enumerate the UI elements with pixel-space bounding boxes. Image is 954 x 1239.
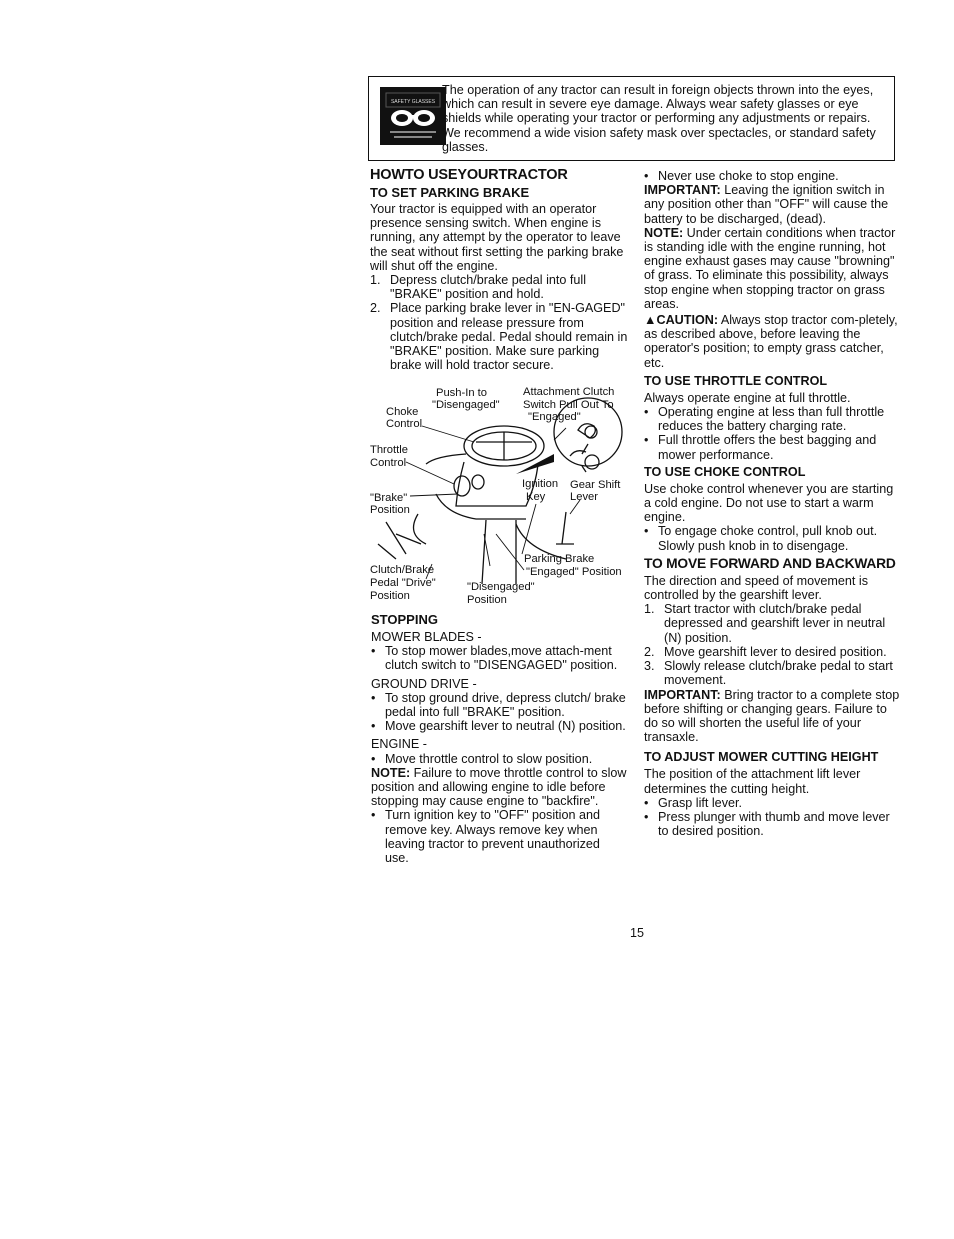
label-disengaged-2: "Disengaged" xyxy=(467,581,535,593)
list-item: • Operating engine at less than full throttle reduces the battery charging rate. xyxy=(644,405,900,433)
label-throttle: Throttle xyxy=(370,444,408,456)
section-title: HOWTO USEYOURTRACTOR xyxy=(370,167,568,183)
list-item: • Never use choke to stop engine. xyxy=(644,169,900,183)
cutting-heading: TO ADJUST MOWER CUTTING HEIGHT xyxy=(644,750,879,765)
engine-note: NOTE: Failure to move throttle control to slow position and allowing engine to idle before stopping may cause engine to "backfire". xyxy=(371,765,627,809)
label-gear-lever: Lever xyxy=(570,491,598,503)
note-browning: NOTE: Under certain conditions when tractor is standing idle with the engine running, hot engine exhaust gases may cause "browning" of grass. To eliminate this possibility, always stop engine when stopping tractor on grass areas. xyxy=(644,225,896,311)
choke-heading: TO USE CHOKE CONTROL xyxy=(644,464,806,479)
list-item: • To stop ground drive, depress clutch/ brake pedal into full "BRAKE" position. xyxy=(371,691,627,719)
safety-warning-text: The operation of any tractor can result in foreign objects thrown into the eyes, which can result in severe eye damage. Always wear safety glasses or eye shields while operating your tractor or performing any adjustments or repairs. We recommend a wide vision safety mask over spectacles, or standard safety glasses. xyxy=(442,83,876,154)
caution-text: ▲CAUTION: Always stop tractor com-pletely, as described above, before leaving the operator's position; to empty grass catcher, etc. xyxy=(644,313,898,370)
move-steps xyxy=(644,602,900,687)
label-brake: "Brake" xyxy=(370,492,408,504)
choke-control-list xyxy=(644,524,900,552)
move-heading: TO MOVE FORWARD AND BACKWARD xyxy=(644,555,896,571)
engine-list xyxy=(371,752,627,766)
throttle-intro: Always operate engine at full throttle. xyxy=(644,390,851,405)
list-item: • Turn ignition key to "OFF" position and remove key. Always remove key when leaving tractor to prevent unauthorized use. xyxy=(371,808,627,865)
label-ignition: Ignition xyxy=(522,478,559,490)
list-item: • Full throttle offers the best bagging and mower performance. xyxy=(644,433,900,461)
controls-diagram xyxy=(366,384,636,608)
important-ignition: IMPORTANT: Leaving the ignition switch in any position other than "OFF" will cause the battery to be discharged, (dead). xyxy=(644,183,889,226)
list-item: 2. Place parking brake lever in "EN-GAGED" position and release pressure from clutch/brake pedal. Pedal should remain in "BRAKE" position. Make sure parking brake will hold tractor secure. xyxy=(370,301,628,373)
list-item: • Grasp lift lever. xyxy=(644,796,900,810)
throttle-list xyxy=(644,405,900,462)
list-item: • To engage choke control, pull knob out. Slowly push knob in to disengage. xyxy=(644,524,900,552)
label-pedal-position: Position xyxy=(370,590,410,602)
engine-list-2 xyxy=(371,808,627,865)
ground-drive-list xyxy=(371,691,627,734)
parking-brake-heading: TO SET PARKING BRAKE xyxy=(370,185,530,200)
label-disengaged-position: Position xyxy=(467,594,507,606)
list-item: 1. Depress clutch/brake pedal into full "BRAKE" position and hold. xyxy=(370,273,587,302)
choke-list xyxy=(644,169,900,183)
icon-label: SAFETY GLASSES xyxy=(390,99,436,105)
cutting-intro: The position of the attachment lift lever determines the cutting height. xyxy=(644,767,861,796)
list-item: • To stop mower blades,move attach-ment clutch switch to "DISENGAGED" position. xyxy=(371,644,627,672)
label-disengaged: "Disengaged" xyxy=(432,399,500,411)
list-item: 2. Move gearshift lever to desired position. xyxy=(644,644,887,659)
page-number: 15 xyxy=(630,926,645,940)
list-item: 1. Start tractor with clutch/brake pedal depressed and gearshift lever in neutral (N) position. xyxy=(644,602,886,645)
list-item: • Press plunger with thumb and move lever to desired position. xyxy=(644,810,900,838)
label-key: Key xyxy=(526,491,546,503)
move-intro: The direction and speed of movement is controlled by the gearshift lever. xyxy=(644,573,869,603)
throttle-heading: TO USE THROTTLE CONTROL xyxy=(644,373,828,388)
stopping-section xyxy=(371,612,627,865)
label-push-in: Push-In to xyxy=(436,387,487,399)
label-clutch-brake: Clutch/Brake xyxy=(370,564,435,576)
mower-blades-label: MOWER BLADES - xyxy=(371,630,482,644)
list-item: 3. Slowly release clutch/brake pedal to start movement. xyxy=(644,659,893,688)
parking-brake-steps xyxy=(370,273,630,372)
label-parking-brake: Parking Brake xyxy=(524,553,595,565)
label-choke-control: Control xyxy=(386,418,423,430)
safety-glasses-icon xyxy=(380,85,446,147)
label-throttle-control: Control xyxy=(370,457,407,469)
label-engaged: "Engaged" xyxy=(528,411,581,423)
label-gear-shift: Gear Shift xyxy=(570,479,621,491)
label-engaged-position: "Engaged" Position xyxy=(526,566,622,578)
label-pedal-drive: Pedal "Drive" xyxy=(370,577,436,589)
left-column xyxy=(370,167,630,372)
list-item: • Move gearshift lever to neutral (N) position. xyxy=(371,719,627,733)
cutting-list xyxy=(644,796,900,839)
engine-label: ENGINE - xyxy=(371,737,427,752)
list-item: • Move throttle control to slow position. xyxy=(371,752,627,766)
choke-intro: Use choke control whenever you are starting a cold engine. Do not use to start a warm engine. xyxy=(644,481,894,525)
ground-drive-label: GROUND DRIVE - xyxy=(371,676,477,691)
mower-blades-list xyxy=(371,644,627,672)
label-choke: Choke xyxy=(386,406,419,418)
important-transaxle: IMPORTANT: Bring tractor to a complete stop before shifting or changing gears. Failure to do so will shorten the useful life of your transaxle. xyxy=(644,687,900,745)
label-brake-position: Position xyxy=(370,504,410,516)
parking-brake-intro: Your tractor is equipped with an operator presence sensing switch. When engine is running, any attempt by the operator to leave the seat without first setting the parking brake will shut off the engine. xyxy=(370,202,624,273)
caution-icon: ▲ xyxy=(644,313,657,328)
label-switch-pull: Switch Pull Out To xyxy=(523,399,614,411)
stopping-heading: STOPPING xyxy=(371,612,438,627)
right-column xyxy=(644,169,900,838)
label-attachment-clutch: Attachment Clutch xyxy=(523,386,615,398)
